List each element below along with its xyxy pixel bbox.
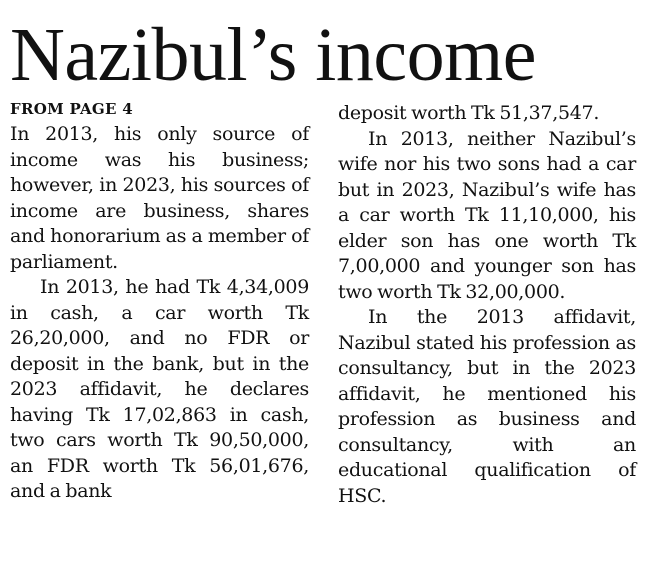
paragraph-continued-deposit: deposit worth Tk 51,37,547. xyxy=(338,102,600,124)
continuation-kicker: FROM PAGE 4 xyxy=(10,100,134,118)
article-column-right xyxy=(338,101,636,509)
headline: Nazibul’s income xyxy=(10,13,536,97)
paragraph-profession: In the 2013 affidavit, Nazibul stated his profession as consultancy, but in the 2023 affidavit, he mentioned his profession as business and consultancy, with an educational qualification of HSC. xyxy=(338,306,636,507)
paragraph-income-sources: In 2013, his only source of income was his business; however, in 2023, his sources of income are business, shares and honorarium as a member of parliament. xyxy=(10,123,309,273)
article-column-left xyxy=(10,122,309,505)
paragraph-assets-2013-2023: In 2013, he had Tk 4,34,009 in cash, a car worth Tk 26,20,000, and no FDR or deposit in the bank, but in the 2023 affidavit, he declares having Tk 17,02,863 in cash, two cars worth Tk 90,50,000, an FDR worth Tk 56,01,676, and a bank xyxy=(10,276,309,502)
paragraph-family-cars: In 2013, neither Nazibul’s wife nor his two sons had a car but in 2023, Nazibul’s wife has a car worth Tk 11,10,000, his elder son has one worth Tk 7,00,000 and younger son has two worth Tk 32,00,000. xyxy=(338,127,636,303)
